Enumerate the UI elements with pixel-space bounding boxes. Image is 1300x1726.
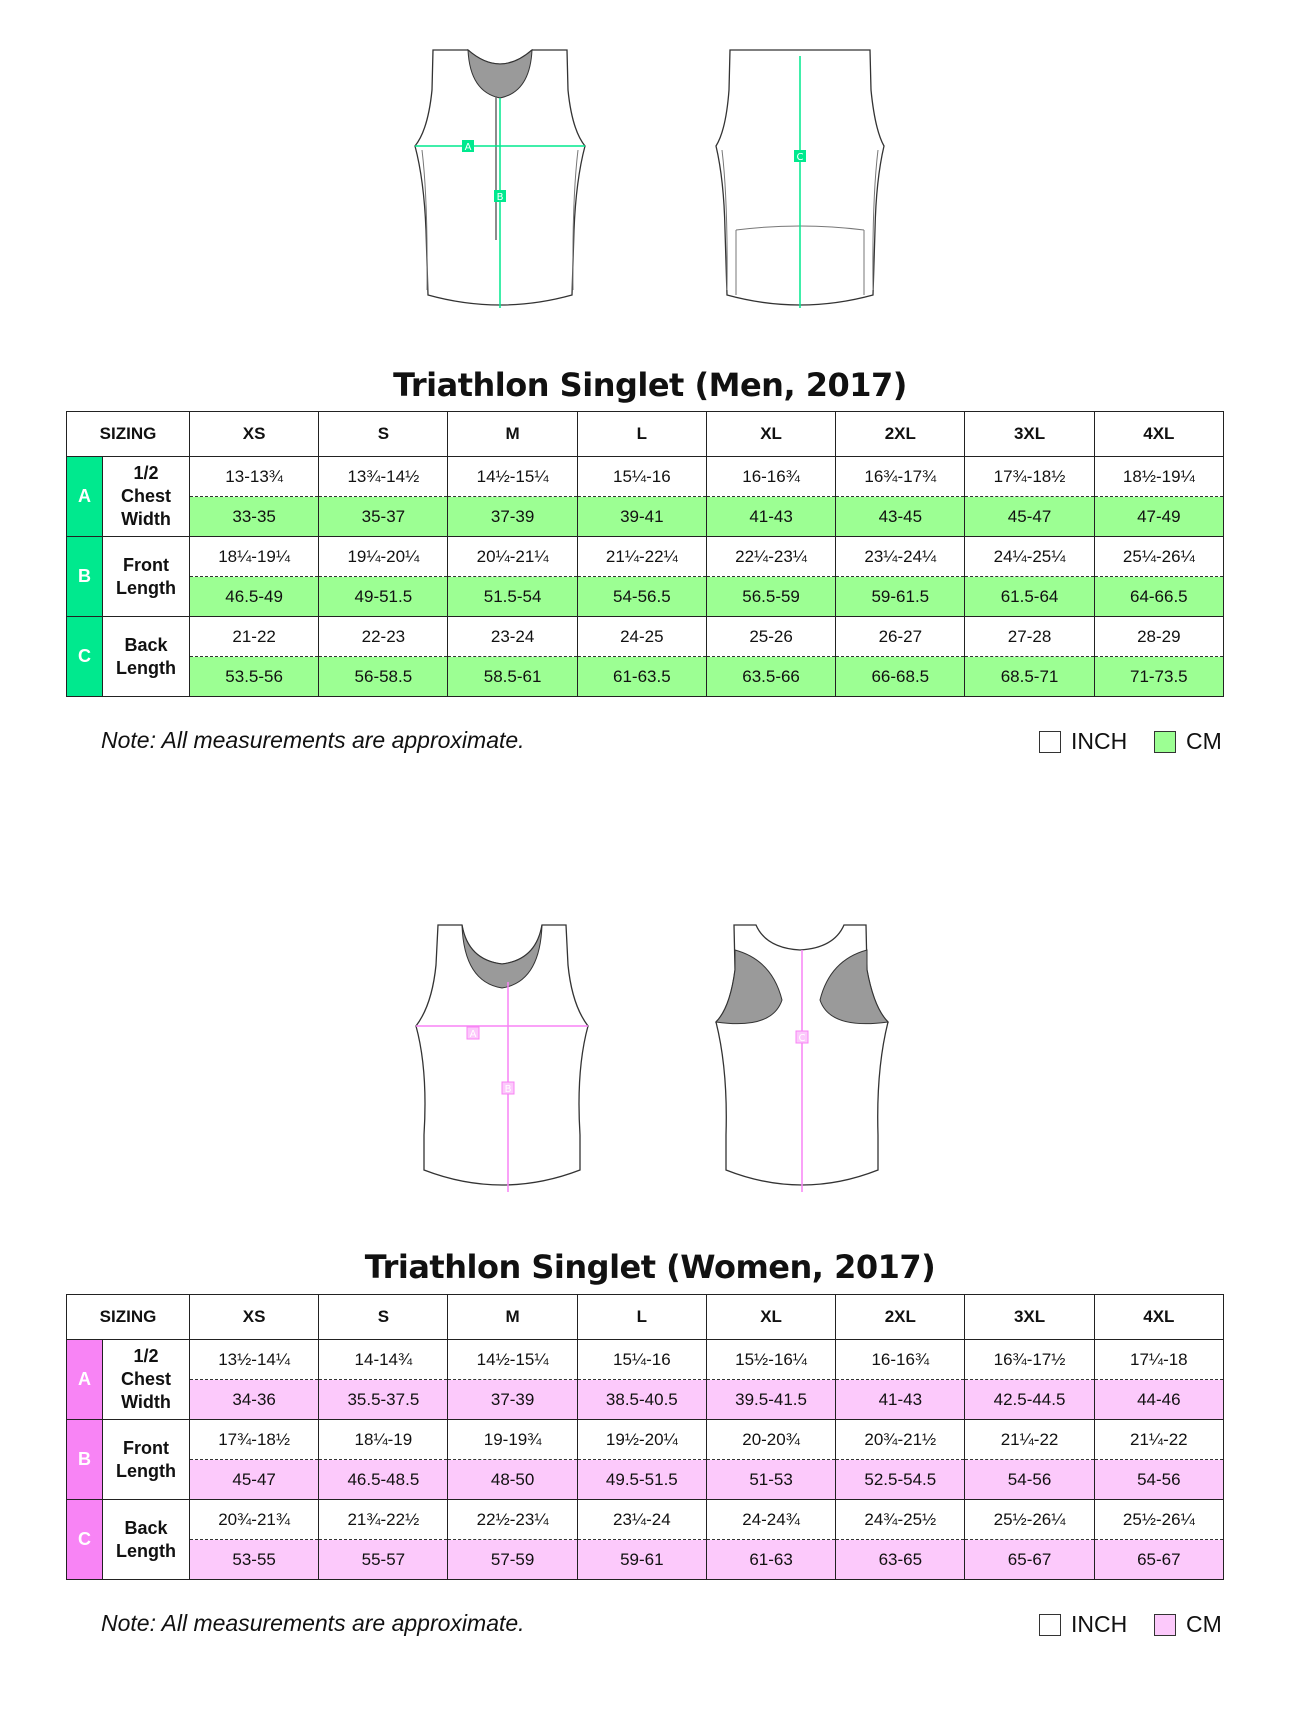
cm-value-cell: 65-67 (965, 1540, 1094, 1580)
inch-value-cell: 25¼-26¼ (1094, 537, 1223, 577)
size-header: S (319, 412, 448, 457)
inch-value-cell: 24-24¾ (706, 1500, 835, 1540)
inch-value-cell: 24¼-25¼ (965, 537, 1094, 577)
cm-value-cell: 35.5-37.5 (319, 1380, 448, 1420)
inch-value-cell: 21¾-22½ (319, 1500, 448, 1540)
size-header: M (448, 1295, 577, 1340)
measure-label: 1/2 Chest Width (103, 457, 190, 537)
women-singlet-back-illustration (702, 920, 902, 1200)
measure-row-inch (67, 537, 1224, 577)
cm-value-cell: 38.5-40.5 (577, 1380, 706, 1420)
size-header: 2XL (836, 412, 965, 457)
header-row (67, 412, 1224, 457)
measure-letter: B (67, 1420, 103, 1500)
mark-b-label: B (496, 192, 504, 203)
cm-value-cell: 43-45 (836, 497, 965, 537)
inch-value-cell: 21-22 (190, 617, 319, 657)
cm-swatch (1154, 1614, 1176, 1636)
inch-value-cell: 19½-20¼ (577, 1420, 706, 1460)
inch-value-cell: 26-27 (836, 617, 965, 657)
measure-label: Front Length (103, 537, 190, 617)
measure-row-inch (67, 1340, 1224, 1380)
measure-row-cm (67, 657, 1224, 697)
size-header: 4XL (1094, 1295, 1223, 1340)
cm-value-cell: 41-43 (706, 497, 835, 537)
inch-value-cell: 24-25 (577, 617, 706, 657)
cm-value-cell: 34-36 (190, 1380, 319, 1420)
cm-value-cell: 58.5-61 (448, 657, 577, 697)
cm-value-cell: 65-67 (1094, 1540, 1223, 1580)
inch-swatch (1039, 731, 1061, 753)
sizing-header: SIZING (67, 412, 190, 457)
men-singlet-back-illustration (700, 40, 900, 320)
inch-value-cell: 21¼-22 (1094, 1420, 1223, 1460)
cm-value-cell: 56.5-59 (706, 577, 835, 617)
inch-value-cell: 13½-14¼ (190, 1340, 319, 1380)
inch-value-cell: 24¾-25½ (836, 1500, 965, 1540)
men-table-body (67, 457, 1224, 697)
measure-row-cm (67, 497, 1224, 537)
cm-label: CM (1186, 728, 1222, 754)
size-header: XL (706, 412, 835, 457)
measure-label: Front Length (103, 1420, 190, 1500)
measure-letter: C (67, 617, 103, 697)
inch-value-cell: 27-28 (965, 617, 1094, 657)
cm-label: CM (1186, 1611, 1222, 1637)
women-note: Note: All measurements are approximate. (101, 1610, 525, 1636)
men-legend-cm (1154, 728, 1222, 755)
inch-value-cell: 25-26 (706, 617, 835, 657)
cm-value-cell: 37-39 (448, 497, 577, 537)
measure-letter: A (67, 1340, 103, 1420)
inch-value-cell: 13¾-14½ (319, 457, 448, 497)
cm-value-cell: 63.5-66 (706, 657, 835, 697)
inch-value-cell: 22-23 (319, 617, 448, 657)
cm-value-cell: 59-61 (577, 1540, 706, 1580)
cm-value-cell: 59-61.5 (836, 577, 965, 617)
measure-row-inch (67, 1420, 1224, 1460)
mark-a-label: A (464, 142, 472, 153)
size-header: 4XL (1094, 412, 1223, 457)
size-header: 2XL (836, 1295, 965, 1340)
measure-label: 1/2 Chest Width (103, 1340, 190, 1420)
women-legend-cm (1154, 1611, 1222, 1638)
sizing-header: SIZING (67, 1295, 190, 1340)
inch-value-cell: 16-16¾ (836, 1340, 965, 1380)
size-header: 3XL (965, 1295, 1094, 1340)
women-size-table (66, 1294, 1224, 1580)
cm-value-cell: 63-65 (836, 1540, 965, 1580)
women-table-body (67, 1340, 1224, 1580)
men-size-table (66, 411, 1224, 697)
inch-value-cell: 18¼-19¼ (190, 537, 319, 577)
cm-value-cell: 51.5-54 (448, 577, 577, 617)
inch-value-cell: 17¼-18 (1094, 1340, 1223, 1380)
inch-value-cell: 17¾-18½ (190, 1420, 319, 1460)
measure-letter: C (67, 1500, 103, 1580)
inch-value-cell: 14½-15¼ (448, 457, 577, 497)
inch-value-cell: 19¼-20¼ (319, 537, 448, 577)
inch-value-cell: 20¾-21½ (836, 1420, 965, 1460)
measure-label: Back Length (103, 1500, 190, 1580)
inch-value-cell: 22¼-23¼ (706, 537, 835, 577)
mark-c-label: C (796, 152, 804, 163)
cm-value-cell: 52.5-54.5 (836, 1460, 965, 1500)
inch-value-cell: 20-20¾ (706, 1420, 835, 1460)
men-singlet-front-illustration (400, 40, 600, 320)
women-legend-inch (1039, 1611, 1127, 1638)
cm-value-cell: 33-35 (190, 497, 319, 537)
women-singlet-front-illustration (408, 920, 598, 1200)
cm-value-cell: 39.5-41.5 (706, 1380, 835, 1420)
cm-value-cell: 49.5-51.5 (577, 1460, 706, 1500)
cm-value-cell: 42.5-44.5 (965, 1380, 1094, 1420)
cm-value-cell: 44-46 (1094, 1380, 1223, 1420)
size-header: M (448, 412, 577, 457)
cm-value-cell: 48-50 (448, 1460, 577, 1500)
cm-value-cell: 64-66.5 (1094, 577, 1223, 617)
cm-swatch (1154, 731, 1176, 753)
inch-value-cell: 13-13¾ (190, 457, 319, 497)
cm-value-cell: 54-56 (965, 1460, 1094, 1500)
size-header: XS (190, 412, 319, 457)
measure-letter: A (67, 457, 103, 537)
cm-value-cell: 54-56 (1094, 1460, 1223, 1500)
mark-b-label: B (504, 1084, 512, 1095)
cm-value-cell: 61-63 (706, 1540, 835, 1580)
inch-value-cell: 17¾-18½ (965, 457, 1094, 497)
cm-value-cell: 53.5-56 (190, 657, 319, 697)
inch-value-cell: 16-16¾ (706, 457, 835, 497)
cm-value-cell: 46.5-48.5 (319, 1460, 448, 1500)
inch-value-cell: 19-19¾ (448, 1420, 577, 1460)
cm-value-cell: 55-57 (319, 1540, 448, 1580)
size-header: 3XL (965, 412, 1094, 457)
inch-value-cell: 18¼-19 (319, 1420, 448, 1460)
measure-row-inch (67, 457, 1224, 497)
inch-value-cell: 14-14¾ (319, 1340, 448, 1380)
cm-value-cell: 54-56.5 (577, 577, 706, 617)
inch-value-cell: 25½-26¼ (1094, 1500, 1223, 1540)
size-header: XL (706, 1295, 835, 1340)
cm-value-cell: 49-51.5 (319, 577, 448, 617)
header-row (67, 1295, 1224, 1340)
measure-label: Back Length (103, 617, 190, 697)
inch-value-cell: 15½-16¼ (706, 1340, 835, 1380)
inch-value-cell: 21¼-22¼ (577, 537, 706, 577)
mark-a-label: A (469, 1029, 477, 1040)
inch-value-cell: 23¼-24¼ (836, 537, 965, 577)
cm-value-cell: 39-41 (577, 497, 706, 537)
inch-label: INCH (1071, 1611, 1128, 1637)
measure-letter: B (67, 537, 103, 617)
cm-value-cell: 53-55 (190, 1540, 319, 1580)
cm-value-cell: 37-39 (448, 1380, 577, 1420)
size-header: L (577, 412, 706, 457)
size-header: XS (190, 1295, 319, 1340)
inch-value-cell: 15¼-16 (577, 1340, 706, 1380)
cm-value-cell: 56-58.5 (319, 657, 448, 697)
men-table-title: Triathlon Singlet (Men, 2017) (393, 366, 907, 404)
inch-value-cell: 18½-19¼ (1094, 457, 1223, 497)
women-table-title: Triathlon Singlet (Women, 2017) (364, 1248, 936, 1286)
cm-value-cell: 41-43 (836, 1380, 965, 1420)
inch-value-cell: 14½-15¼ (448, 1340, 577, 1380)
men-note: Note: All measurements are approximate. (101, 727, 525, 753)
cm-value-cell: 68.5-71 (965, 657, 1094, 697)
inch-value-cell: 23-24 (448, 617, 577, 657)
inch-swatch (1039, 1614, 1061, 1636)
cm-value-cell: 35-37 (319, 497, 448, 537)
cm-value-cell: 51-53 (706, 1460, 835, 1500)
cm-value-cell: 47-49 (1094, 497, 1223, 537)
cm-value-cell: 45-47 (190, 1460, 319, 1500)
measure-row-cm (67, 1460, 1224, 1500)
measure-row-cm (67, 1540, 1224, 1580)
inch-label: INCH (1071, 728, 1128, 754)
measure-row-inch (67, 617, 1224, 657)
cm-value-cell: 46.5-49 (190, 577, 319, 617)
size-header: S (319, 1295, 448, 1340)
inch-value-cell: 23¼-24 (577, 1500, 706, 1540)
inch-value-cell: 28-29 (1094, 617, 1223, 657)
cm-value-cell: 57-59 (448, 1540, 577, 1580)
cm-value-cell: 61.5-64 (965, 577, 1094, 617)
mark-c-label: C (798, 1033, 806, 1044)
men-legend-inch (1039, 728, 1127, 755)
inch-value-cell: 22½-23¼ (448, 1500, 577, 1540)
inch-value-cell: 25½-26¼ (965, 1500, 1094, 1540)
inch-value-cell: 16¾-17¾ (836, 457, 965, 497)
cm-value-cell: 45-47 (965, 497, 1094, 537)
measure-row-cm (67, 1380, 1224, 1420)
inch-value-cell: 16¾-17½ (965, 1340, 1094, 1380)
inch-value-cell: 20¾-21¾ (190, 1500, 319, 1540)
cm-value-cell: 66-68.5 (836, 657, 965, 697)
cm-value-cell: 71-73.5 (1094, 657, 1223, 697)
inch-value-cell: 21¼-22 (965, 1420, 1094, 1460)
inch-value-cell: 20¼-21¼ (448, 537, 577, 577)
size-header: L (577, 1295, 706, 1340)
measure-row-inch (67, 1500, 1224, 1540)
measure-row-cm (67, 577, 1224, 617)
inch-value-cell: 15¼-16 (577, 457, 706, 497)
cm-value-cell: 61-63.5 (577, 657, 706, 697)
